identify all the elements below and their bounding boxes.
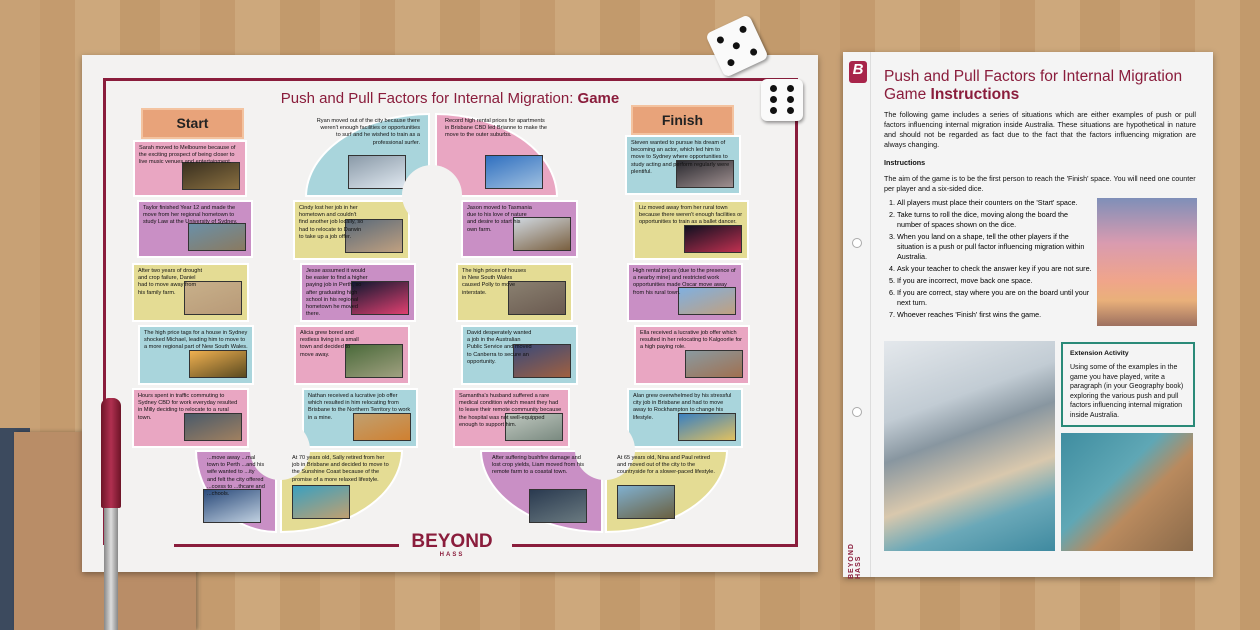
board-space[interactable] <box>461 200 578 258</box>
space-text: Taylor finished Year 12 and made the move from her regional hometown to study Law at the University of Sydney. <box>143 205 238 226</box>
space-text: Ella received a lucrative job offer which resulted in her relocating to Kalgoorlie for a high paying role. <box>640 330 742 351</box>
space-text: Ryan moved out of the city because there weren't enough facilities or opportunities to surf and he wished to train as a professional surfer. <box>316 118 420 146</box>
board-space[interactable] <box>300 263 416 322</box>
space-text: Nathan received a lucrative job offer which resulted in him relocating from Brisbane to the Northern Territory to work in a mine. <box>308 393 411 421</box>
board-space[interactable] <box>293 200 410 260</box>
board-space[interactable] <box>634 325 750 385</box>
space-text: At 65 years old, Nina and Paul retired and moved out of the city to the countryside for a slower-paced lifestyle. <box>617 455 715 476</box>
space-photo <box>188 223 246 251</box>
aim-text: The aim of the game is to be the first person to reach the 'Finish' space. You will need one counter per player and a six-sided dice. <box>884 174 1196 193</box>
space-text: Alicia grew bored and restless living in a small town and decided to move away. <box>300 330 359 358</box>
beyond-logo: BEYOND <box>411 531 493 552</box>
pen-cap <box>101 398 121 508</box>
board-space[interactable] <box>461 325 578 385</box>
board-space[interactable] <box>633 200 749 260</box>
board-space[interactable] <box>627 263 743 322</box>
space-text: The high prices of houses in New South Wales caused Polly to move interstate. <box>462 268 527 296</box>
board-space[interactable] <box>302 388 418 448</box>
sheet-margin <box>843 52 871 577</box>
board-space[interactable] <box>625 135 741 195</box>
instruction-sheet <box>843 52 1213 577</box>
extension-activity-box <box>1061 342 1195 427</box>
punch-hole <box>852 238 862 248</box>
space-text: Samantha's husband suffered a rare medical condition which meant they had to leave their remote community because the hospital was not well-equipped enough to support him. <box>459 393 562 428</box>
space-text: After two years of drought and crop failure, Daniel had to move away from his family farm. <box>138 268 203 296</box>
board-space[interactable] <box>627 388 743 448</box>
space-text: Sarah moved to Melbourne because of the exciting prospect of being closer to live music venues and entertainment. <box>139 145 236 166</box>
coast-stairs-photo <box>1061 433 1193 551</box>
space-text: After suffering bushfire damage and lost crop yields, Liam moved from his remote farm to a coastal town. <box>492 455 585 476</box>
gold-coast-photo <box>884 341 1055 551</box>
space-photo <box>529 489 587 523</box>
instructions-heading: Instructions <box>884 158 926 167</box>
space-text: Steven wanted to pursue his dream of becoming an actor, which led him to move to Sydney where opportunities to study acting and perform regularly were plentiful. <box>631 140 730 175</box>
frame-bottom-right <box>512 544 798 547</box>
side-brand: BEYOND HASS <box>848 543 862 579</box>
board-space[interactable] <box>453 388 570 448</box>
start-space[interactable]: Start <box>141 108 244 139</box>
space-photo <box>485 155 543 189</box>
step: 6. If you are correct, stay where you are on the board until your next turn. <box>897 288 1094 308</box>
board-space[interactable] <box>195 450 277 533</box>
step: 2. Take turns to roll the dice, moving along the board the number of spaces shown on the dice. <box>897 210 1094 230</box>
beyond-b-logo: B <box>849 61 867 83</box>
hass-logo: HASS <box>439 552 465 558</box>
steps-list <box>884 198 1094 322</box>
sunset-tank-photo <box>1097 198 1197 326</box>
space-text: David desperately wanted a job in the Australian Public Service and moved to Canberra to secure an opportunity. <box>467 330 532 365</box>
space-photo <box>189 350 247 378</box>
board-space[interactable] <box>132 263 249 322</box>
space-photo <box>684 225 742 253</box>
space-photo <box>348 155 406 189</box>
space-text: Alan grew overwhelmed by his stressful city job in Brisbane and had to move away to Rockhampton to change his lifestyle. <box>633 393 732 421</box>
space-text: Liz moved away from her rural town because there weren't enough facilities or opportunities to train as a ballet dancer. <box>639 205 743 226</box>
space-text: At 70 years old, Sally retired from her job in Brisbane and decided to move to the Sunshine Coast because of the promise of a more relaxed lifestyle. <box>292 455 389 483</box>
title-line-1: Push and Pull Factors for Internal Migration <box>884 68 1183 85</box>
game-board <box>82 55 818 572</box>
step: 4. Ask your teacher to check the answer key if you are not sure. <box>897 264 1094 274</box>
frame-bottom-left <box>174 544 399 547</box>
punch-hole <box>852 407 862 417</box>
space-text: Jason moved to Tasmania due to his love of nature and desire to start his own farm. <box>467 205 532 233</box>
finish-space[interactable]: Finish <box>631 105 734 135</box>
board-space[interactable] <box>456 263 573 322</box>
board-space[interactable] <box>138 325 254 385</box>
title-line-2: Game <box>884 86 931 103</box>
arc-hole-top <box>402 165 462 225</box>
step: 1. All players must place their counters on the 'Start' space. <box>897 198 1094 208</box>
space-photo <box>617 485 675 519</box>
space-text: Hours spent in traffic commuting to Sydney CBD for work everyday resulted in Milly deciding to relocate to a rural town. <box>138 393 238 421</box>
extension-text: Using some of the examples in the game you have played, write a paragraph (in your Geography book) exploring the various push and pull factors influencing internal migration inside Australia. <box>1070 364 1184 419</box>
title-bold: Instructions <box>930 86 1020 103</box>
step: 7. Whoever reaches 'Finish' first wins the game. <box>897 310 1094 320</box>
space-text: ...move away ...mal town to Perth ...and his wife wanted to ...ity and felt the city offered ...ccess to ...thcare and ...chools. <box>207 455 265 498</box>
instructions-title <box>884 68 1182 104</box>
intro-text: The following game includes a series of situations which are either examples of push or pull factors influencing internal migration inside Australia. These situations are hypothetical in nature and should not be regarded as fact due to the fact that the factors influencing migration are always changing. <box>884 110 1196 149</box>
board-space[interactable] <box>137 200 253 258</box>
dice-six <box>761 79 803 121</box>
board-space[interactable] <box>294 325 410 385</box>
step: 5. If you are incorrect, move back one space. <box>897 276 1094 286</box>
space-text: High rental prices (due to the presence of a nearby mine) and restricted work opportunities made Oscar move away from his rural town. <box>633 268 736 296</box>
space-text: Jesse assumed it would be easier to find a higher paying job in Perth, so after graduating high school in his regional hometown he moved there. <box>306 268 368 318</box>
space-text: Cindy lost her job in her hometown and couldn't find another job locally, so had to relocate to Darwin to take up a job offer. <box>299 205 364 240</box>
space-text: The high price tags for a house in Sydney shocked Michael, leading him to move to a more regional part of New South Wales. <box>144 330 248 351</box>
space-photo <box>292 485 350 519</box>
step: 3. When you land on a shape, tell the other players if the situation is a push or pull factor influencing migration within Australia. <box>897 232 1094 262</box>
board-title-bold: Game <box>577 90 620 107</box>
space-text: Record high rental prices for apartments in Brisbane CBD led Brianne to make the move to the outer suburbs. <box>445 118 547 139</box>
board-title-text: Push and Pull Factors for Internal Migration: <box>280 90 578 107</box>
space-photo <box>685 350 743 378</box>
extension-heading: Extension Activity <box>1070 350 1129 357</box>
board-space[interactable] <box>133 140 247 197</box>
board-space[interactable] <box>132 388 249 448</box>
